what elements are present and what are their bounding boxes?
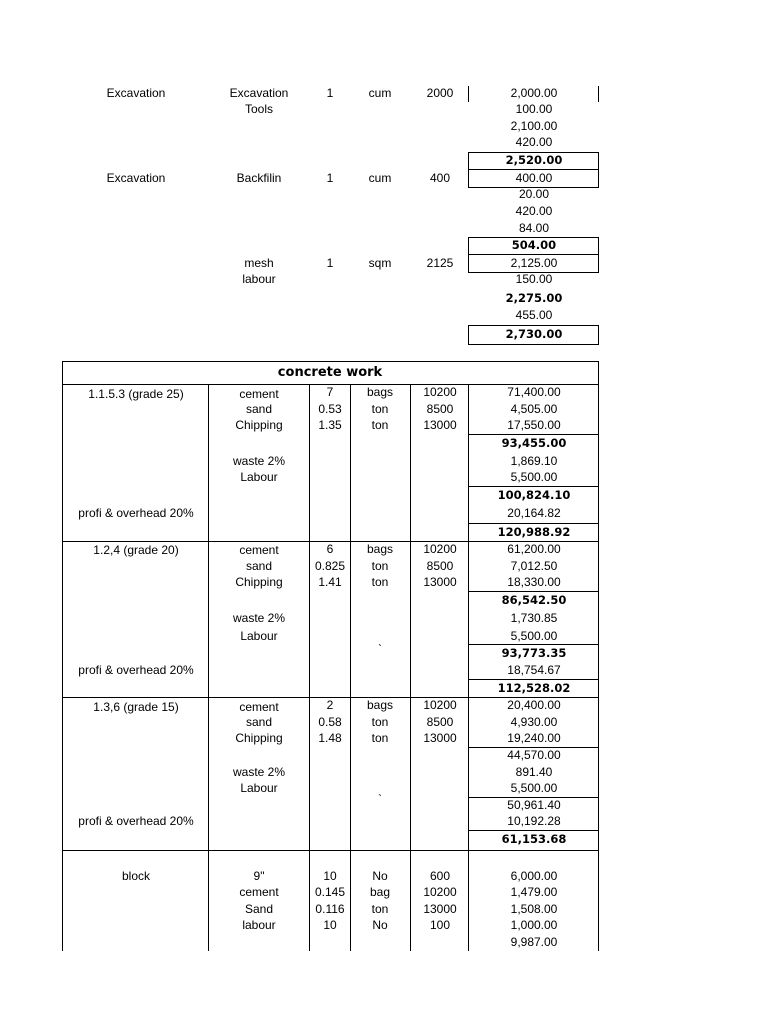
unit: cum (368, 171, 392, 185)
cell-border (598, 170, 599, 187)
profit-label: profi & overhead 20% (78, 663, 194, 677)
resource-name: Tools (244, 102, 274, 116)
item-name: 1.3,6 (grade 15) (93, 700, 179, 714)
quantity: 1 (326, 171, 334, 185)
labour-label: Labour (240, 470, 278, 484)
amount: 891.40 (515, 765, 553, 779)
quantity: 1 (326, 256, 334, 270)
quantity: 0.58 (318, 715, 342, 729)
unit: No (372, 918, 388, 932)
resource-name: Chipping (235, 418, 283, 432)
grand-total-amount: 112,528.02 (497, 681, 571, 695)
unit: bag (369, 885, 391, 899)
cell-border (468, 434, 599, 435)
amount: 4,930.00 (510, 715, 558, 729)
unit: No (372, 869, 388, 883)
rate: 13000 (423, 731, 457, 745)
resource-name: sand (245, 715, 273, 729)
subtotal-amount: 93,455.00 (501, 436, 567, 450)
item-name: Excavation (106, 86, 166, 100)
table-border (62, 361, 63, 951)
amount: 455.00 (515, 308, 553, 322)
amount: 61,200.00 (507, 542, 561, 556)
total-amount: 100,824.10 (497, 488, 571, 502)
rate: 2125 (426, 256, 454, 270)
total-amount: 50,961.40 (507, 798, 561, 812)
resource-name: labour (242, 272, 276, 286)
amount: 19,240.00 (507, 731, 561, 745)
unit: ton (371, 902, 389, 916)
amount: 4,505.00 (510, 402, 558, 416)
labour-label: Labour (240, 629, 278, 643)
cell-border (468, 486, 599, 487)
unit: bags (366, 385, 394, 399)
table-title: concrete work (277, 365, 383, 380)
resource-name: cement (239, 700, 279, 714)
item-name: 1.1.5.3 (grade 25) (88, 387, 184, 401)
waste-label: waste 2% (232, 611, 286, 625)
unit: bags (366, 698, 394, 712)
unit: ton (371, 559, 389, 573)
cell-border (468, 679, 599, 680)
rate: 8500 (426, 559, 454, 573)
stray-mark: ` (378, 642, 382, 656)
resource-name: Excavation (229, 86, 289, 100)
quantity: 7 (326, 385, 334, 399)
quantity: 1.41 (318, 575, 342, 589)
cell-border (598, 255, 599, 272)
item-name: Excavation (106, 171, 166, 185)
rate: 13000 (423, 418, 457, 432)
amount: 5,500.00 (510, 781, 558, 795)
quantity: 10 (323, 918, 337, 932)
resource-name: cement (239, 543, 279, 557)
amount: 18,330.00 (507, 575, 561, 589)
profit-label: profi & overhead 20% (78, 814, 194, 828)
rate: 8500 (426, 715, 454, 729)
unit: ton (371, 731, 389, 745)
quantity: 1.35 (318, 418, 342, 432)
total-amount: 504.00 (511, 238, 557, 252)
rate: 10200 (423, 698, 457, 712)
amount: 20.00 (518, 187, 550, 201)
cell-border (468, 591, 599, 592)
cell-border (468, 830, 599, 831)
resource-name: sand (245, 402, 273, 416)
resource-name: Backfilin (236, 171, 282, 185)
resource-name: mesh (244, 256, 274, 270)
amount: 1,479.00 (510, 885, 558, 899)
amount: 420.00 (515, 204, 553, 218)
amount: 2,100.00 (510, 119, 558, 133)
cell-border (468, 523, 599, 524)
resource-name: cement (239, 387, 279, 401)
unit: sqm (368, 256, 392, 270)
resource-name: 9" (253, 869, 265, 883)
amount: 20,164.82 (507, 506, 561, 520)
quantity: 1 (326, 86, 334, 100)
amount: 1,730.85 (510, 611, 558, 625)
unit: ton (371, 402, 389, 416)
quantity: 2 (326, 698, 334, 712)
amount: 2,000.00 (510, 86, 558, 100)
amount: 150.00 (515, 272, 553, 286)
resource-name: Chipping (235, 575, 283, 589)
amount: 420.00 (515, 135, 553, 149)
amount: 18,754.67 (507, 663, 561, 677)
unit: cum (368, 86, 392, 100)
table-border (62, 361, 599, 362)
unit: ton (371, 418, 389, 432)
quantity: 0.116 (315, 902, 345, 916)
unit: ton (371, 575, 389, 589)
resource-name: cement (239, 885, 279, 899)
amount: 1,508.00 (510, 902, 558, 916)
labour-label: Labour (240, 781, 278, 795)
rate: 13000 (423, 902, 457, 916)
resource-name: sand (245, 559, 273, 573)
quantity: 6 (326, 542, 334, 556)
total-amount: 2,520.00 (505, 153, 563, 167)
cell-border (468, 170, 469, 187)
amount: 10,192.28 (507, 814, 561, 828)
quantity: 1.48 (318, 731, 342, 745)
resource-name: Chipping (235, 731, 283, 745)
unit: ton (371, 715, 389, 729)
cell-border (598, 86, 599, 102)
quantity: 0.53 (318, 402, 342, 416)
rate: 10200 (423, 542, 457, 556)
amount: 400.00 (515, 171, 553, 185)
amount: 1,000.00 (510, 918, 558, 932)
amount: 71,400.00 (507, 385, 561, 399)
rate: 2000 (426, 86, 454, 100)
rate: 600 (429, 869, 451, 883)
rate: 400 (429, 171, 451, 185)
amount: 84.00 (518, 221, 550, 235)
table-border (350, 384, 351, 951)
subtotal-amount: 2,275.00 (505, 291, 563, 305)
grand-total-amount: 61,153.68 (501, 832, 567, 846)
profit-label: profi & overhead 20% (78, 506, 194, 520)
table-border (598, 361, 599, 951)
total-amount: 93,773.35 (501, 646, 567, 660)
resource-name: labour (242, 918, 276, 932)
table-border (309, 384, 310, 951)
table-border (410, 384, 411, 951)
amount: 7,012.50 (510, 559, 558, 573)
rate: 13000 (423, 575, 457, 589)
quantity: 0.825 (314, 559, 346, 573)
subtotal-amount: 86,542.50 (501, 593, 567, 607)
amount: 5,500.00 (510, 470, 558, 484)
quantity: 0.145 (314, 885, 346, 899)
amount: 5,500.00 (510, 629, 558, 643)
waste-label: waste 2% (232, 765, 286, 779)
cell-border (468, 644, 599, 645)
subtotal-amount: 44,570.00 (507, 748, 561, 762)
total-amount: 2,730.00 (505, 327, 563, 341)
cell-border (468, 255, 469, 272)
amount: 6,000.00 (510, 869, 558, 883)
item-name: block (121, 869, 151, 883)
amount: 17,550.00 (507, 418, 561, 432)
rate: 10200 (423, 385, 457, 399)
quantity: 10 (323, 869, 337, 883)
table-border (468, 384, 469, 951)
amount: 100.00 (515, 102, 553, 116)
table-border (208, 384, 209, 951)
amount: 2,125.00 (510, 256, 558, 270)
rate: 100 (429, 918, 451, 932)
grand-total-amount: 120,988.92 (497, 525, 571, 539)
table-border (62, 850, 599, 851)
resource-name: Sand (244, 902, 274, 916)
unit: bags (366, 542, 394, 556)
amount: 1,869.10 (510, 454, 558, 468)
rate: 8500 (426, 402, 454, 416)
cell-border (468, 86, 469, 102)
stray-mark: ` (378, 792, 382, 806)
waste-label: waste 2% (232, 454, 286, 468)
item-name: 1.2,4 (grade 20) (93, 543, 179, 557)
amount: 20,400.00 (507, 698, 561, 712)
amount: 9,987.00 (510, 935, 558, 949)
rate: 10200 (423, 885, 457, 899)
